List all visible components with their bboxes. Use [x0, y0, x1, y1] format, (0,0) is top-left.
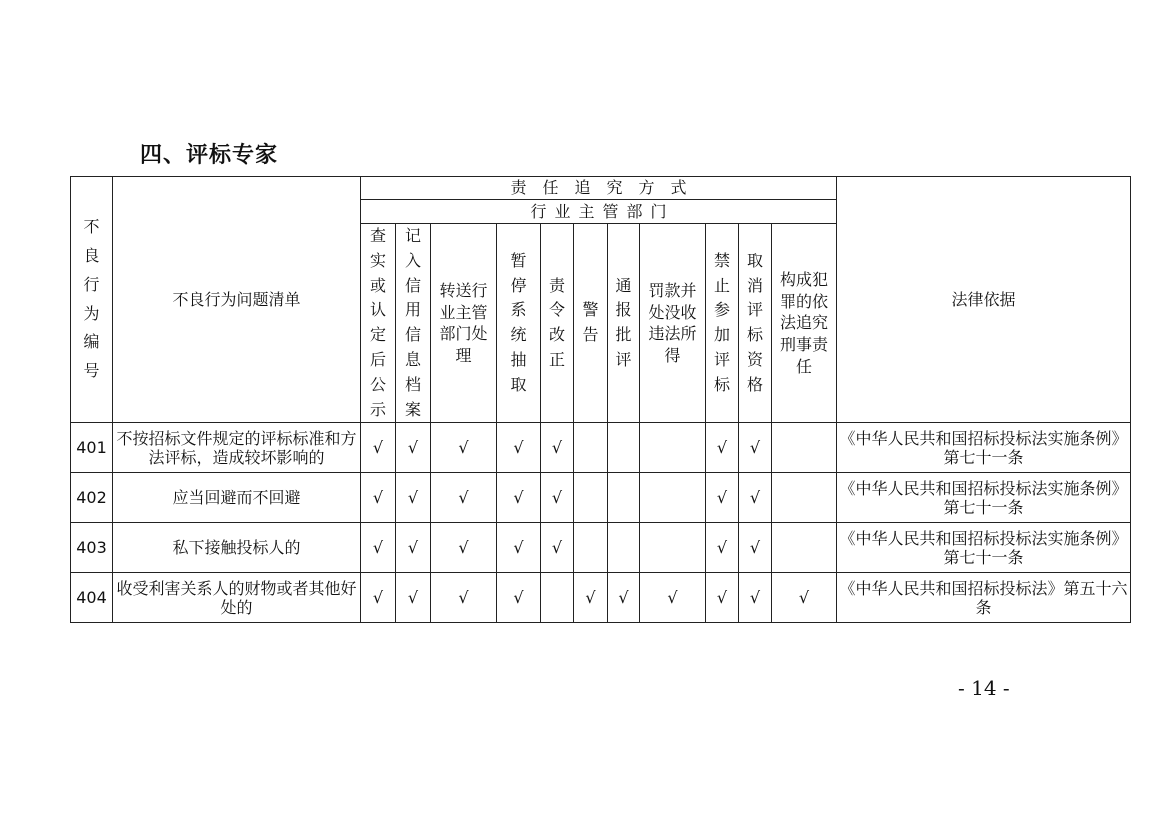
header-penalty-revoke: [739, 224, 772, 423]
header-responsibility-label: 责任追究方式: [510, 178, 703, 198]
row-mark: √: [739, 573, 772, 623]
header-penalty-publicize: [361, 224, 396, 423]
row-mark: [541, 573, 574, 623]
row-issue: 应当回避而不回避: [113, 473, 361, 523]
row-mark: √: [497, 423, 541, 473]
row-id: 403: [71, 523, 113, 573]
row-mark: [608, 523, 640, 573]
row-mark: √: [497, 473, 541, 523]
table-row: [71, 423, 1131, 473]
row-law: 《中华人民共和国招标投标法》第五十六条: [837, 573, 1131, 623]
header-department-label: 行业主管部门: [530, 201, 675, 221]
row-mark: [574, 423, 608, 473]
row-mark: [772, 523, 837, 573]
row-id: 401: [71, 423, 113, 473]
header-id-label: 不良行为编号: [83, 217, 100, 381]
row-mark: √: [706, 423, 739, 473]
row-mark: [772, 473, 837, 523]
row-mark: √: [640, 573, 706, 623]
penalty-table: [70, 176, 1131, 623]
header-penalty-warning: [574, 224, 608, 423]
header-department: [361, 200, 837, 224]
header-penalty-label: 转送行业主管部门处理: [439, 281, 488, 365]
row-issue: 私下接触投标人的: [113, 523, 361, 573]
table-row: [71, 523, 1131, 573]
row-law: 《中华人民共和国招标投标法实施条例》第七十一条: [837, 523, 1131, 573]
header-penalty-credit-record: [396, 224, 431, 423]
row-mark: [640, 523, 706, 573]
row-mark: √: [361, 573, 396, 623]
header-penalty-fine: [640, 224, 706, 423]
row-mark: √: [361, 523, 396, 573]
row-mark: [640, 423, 706, 473]
row-mark: √: [772, 573, 837, 623]
header-penalty-label: 查实或认定后公示: [369, 226, 386, 419]
row-mark: √: [497, 523, 541, 573]
header-penalty-label: 禁止参加评标: [713, 250, 730, 394]
row-mark: √: [361, 473, 396, 523]
row-mark: √: [431, 423, 497, 473]
row-mark: √: [739, 523, 772, 573]
row-mark: [772, 423, 837, 473]
header-responsibility: [361, 177, 837, 200]
row-mark: √: [396, 573, 431, 623]
row-mark: √: [541, 423, 574, 473]
row-id: 402: [71, 473, 113, 523]
row-id: 404: [71, 573, 113, 623]
header-penalty-transfer: [431, 224, 497, 423]
row-mark: [574, 523, 608, 573]
row-mark: √: [396, 523, 431, 573]
header-law-label: 法律依据: [951, 290, 1016, 310]
row-mark: √: [706, 473, 739, 523]
header-penalty-label: 记入信用信息档案: [404, 226, 421, 419]
row-mark: √: [739, 423, 772, 473]
row-mark: √: [396, 423, 431, 473]
row-mark: √: [396, 473, 431, 523]
header-penalty-label: 责令改正: [548, 275, 565, 369]
header-penalty-label: 通报批评: [615, 275, 632, 369]
row-mark: [640, 473, 706, 523]
row-mark: √: [706, 523, 739, 573]
row-mark: [608, 423, 640, 473]
header-issue-label: 不良行为问题清单: [172, 290, 301, 310]
row-law: 《中华人民共和国招标投标法实施条例》第七十一条: [837, 473, 1131, 523]
row-mark: √: [361, 423, 396, 473]
header-penalty-label: 警告: [582, 300, 599, 345]
row-mark: √: [431, 523, 497, 573]
row-mark: √: [497, 573, 541, 623]
row-law: 《中华人民共和国招标投标法实施条例》第七十一条: [837, 423, 1131, 473]
header-penalty-criminal: [772, 224, 837, 423]
header-penalty-label: 取消评标资格: [746, 250, 763, 394]
row-mark: √: [541, 473, 574, 523]
row-mark: √: [431, 573, 497, 623]
header-penalty-label: 暂停系统抽取: [510, 250, 527, 394]
row-issue: 不按招标文件规定的评标标准和方法评标，造成较坏影响的: [113, 423, 361, 473]
row-issue: 收受利害关系人的财物或者其他好处的: [113, 573, 361, 623]
header-law: [837, 177, 1131, 423]
header-penalty-ban: [706, 224, 739, 423]
row-mark: √: [431, 473, 497, 523]
row-mark: √: [608, 573, 640, 623]
header-penalty-label: 罚款并处没收违法所得: [648, 281, 697, 365]
row-mark: √: [541, 523, 574, 573]
row-mark: [574, 473, 608, 523]
page-number: - 14 -: [958, 676, 1010, 700]
table-row: [71, 573, 1131, 623]
row-mark: √: [574, 573, 608, 623]
header-penalty-notice: [608, 224, 640, 423]
row-mark: √: [706, 573, 739, 623]
section-title: 四、评标专家: [140, 143, 279, 168]
header-penalty-label: 构成犯罪的依法追究刑事责任: [779, 270, 828, 376]
header-penalty-correct: [541, 224, 574, 423]
row-mark: √: [739, 473, 772, 523]
header-issue: [113, 177, 361, 423]
table-row: [71, 473, 1131, 523]
header-penalty-suspend: [497, 224, 541, 423]
header-id: [71, 177, 113, 423]
row-mark: [608, 473, 640, 523]
